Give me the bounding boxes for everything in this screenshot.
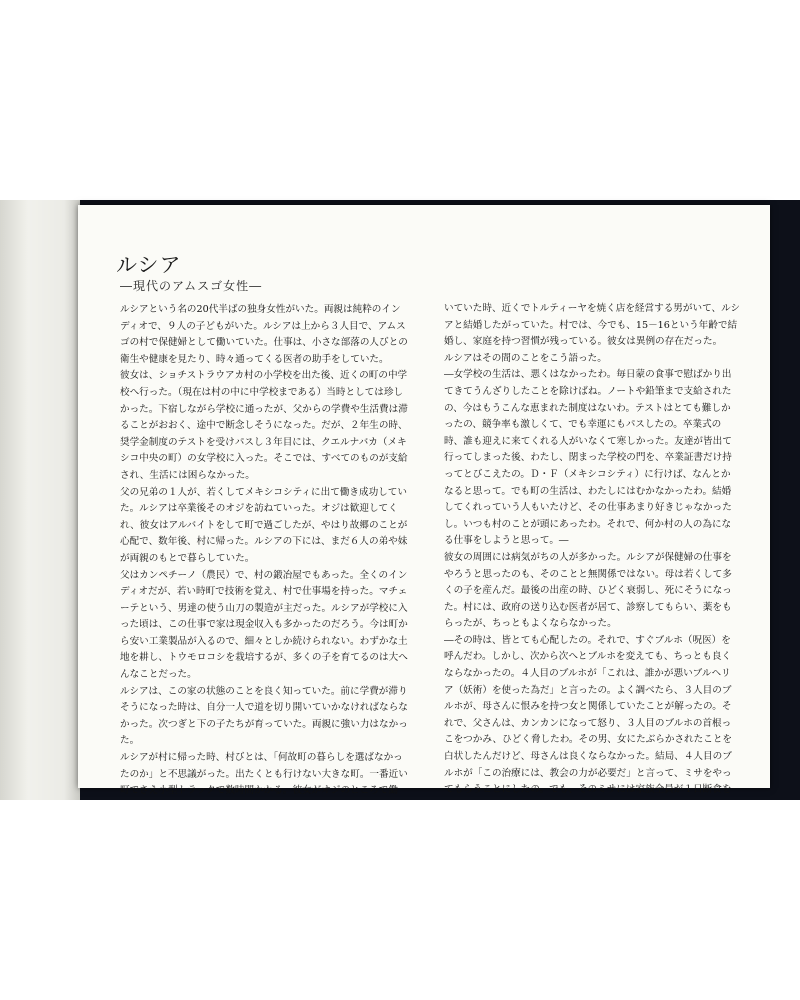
paragraph: ルシアは、この家の状態のことを良く知っていた。前に学費が滞りそうになった時は、自分一人で道を切り開いていかなければならなかった。次つぎと下の子たちが育っていた。両親に強い力はなかった。: [120, 685, 408, 747]
left-column: [120, 302, 410, 800]
paragraph: ルシアという名の20代半ばの独身女性がいた。両親は純粋のインディオで、９人の子どもがいた。ルシアは上から３人目で、アムスゴの村で保健婦として働いていた。仕事は、小さな部落の人びとの衛生や健康を見たり、時々通ってくる医者の助手をしていた。: [120, 304, 408, 365]
page-subtitle: ―現代のアムスゴ女性―: [120, 279, 263, 293]
paragraph: ルシアが村に帰った時、村びとは、「何故町の暮らしを選ばなかったのか」と不思議がった。出たくとも行けない大きな町。一番近い町でさえ小型トラックで数時間かかる。彼女がオジのところで働: [120, 752, 408, 797]
right-column: [444, 301, 740, 799]
paragraph: 父はカンペチーノ（農民）で、村の鍛冶屋でもあった。全くのインディオだが、若い時町で技術を覚え、村で仕事場を持った。マチェーテという、男達の使う山刀の製造が主だった。ルシアが学校に入った頃は、この仕事で家は現金収入も多かったのだろう。今は町から安い工業製品が入るので、細々としか続けられない。わずかな土地を耕し、トウモロコシを栽培するが、多くの子を育てるのは大へんなことだった。: [120, 569, 408, 681]
paragraph: ルシアはその間のことをこう語った。: [444, 352, 607, 364]
paragraph: ―その時は、皆とても心配したの。それで、すぐブルホ（呪医）を呼んだわ。しかし、次から次へとブルホを変えても、ちっとも良くならなかったの。４人目のブルホが「これは、誰かが悪いブルヘリア（妖術）を使った為だ」と言ったの。よく調べたら、３人目のブルホが、母さんに恨みを持つ女と関係していたことが解ったの。それで、父さんは、カンカンになって怒り、３人目のブルホの首根っこをつかみ、ひどく脅したわ。その男、女にたぶらかされたことを白状したんだけど、母さんは良くならなかった。結局、４人目のブルホが「この治療には、教会の力が必要だ」と言って、ミサをやってもらうことにしたの。でも、そのミサには家族全員が１日断食を: [444, 634, 733, 796]
page-title: ルシア: [116, 253, 182, 277]
paragraph: 彼女の周囲には病気がちの人が多かった。ルシアが保健婦の仕事をやろうと思ったのも、そのことと無関係ではない。母は若くして多くの子を産んだ。最後の出産の時、ひどく衰弱し、死にそうになった。村には、政府の送り込む医者が居て、診察してもらい、薬をもらったが、ちっともよくならなかった。: [444, 551, 732, 630]
paragraph: 父の兄弟の１人が、若くしてメキシコシティに出て働き成功していた。ルシアは卒業後そのオジを訪ねていった。オジは歓迎してくれ、彼女はアルバイトをして町で過ごしたが、やはり故郷のことが心配で、数年後、村に帰った。ルシアの下には、まだ６人の弟や妹が両親のもとで暮らしていた。: [120, 486, 408, 564]
paragraph: いていた時、近くでトルティーヤを焼く店を経営する男がいて、ルシアと結婚したがっていた。村では、今でも、15－16という年齢で結婚し、家庭を持つ習慣が残っている。彼女は異例の存在だった。: [444, 303, 741, 348]
book-page: [78, 205, 770, 797]
paragraph: 彼女は、ショチストラウアカ村の小学校を出た後、近くの町の中学校へ行った。（現在は村の中に中学校まである）当時としては珍しかった。下宿しながら学校に通ったが、父からの学費や生活費は滞ることがおおく、途中で断念しそうになった。だが、２年生の時、奨学金制度のテストを受けパスし３年目には、クエルナバカ（メキシコ中央の町）の女学校に入った。そこでは、すべてのものが支給され、生活には困らなかった。: [120, 370, 408, 481]
paragraph: ―女学校の生活は、悪くはなかったわ。毎日蒙の食事で慰ばかり出てきてうんざりしたことを除けばね。ノートや鉛筆まで支給されたの、今はもうこんな恵まれた制度はないわ。テストはとても難しかったの、競争率も激しくて、でも幸運にもパスしたの。卒業式の時、誰も迎えに来てくれる人がいなくて寒しかった。友達が皆出て行ってしまった後、わたし、閉まった学校の門を、卒業証書だけ持ってとびこえたの。Ｄ・Ｆ（メキシコシティ）に行けば、なんとかなると思って。でも町の生活は、わたしにはむかなかったわ。結婚してくれっていう人もいたけど、その仕事あまり好きじゃなかったし。いつも村のことが頭にあったわ。それで、何か村の人の為になる仕事をしようと思って。―: [444, 369, 732, 547]
previous-page-edge: [0, 200, 80, 800]
